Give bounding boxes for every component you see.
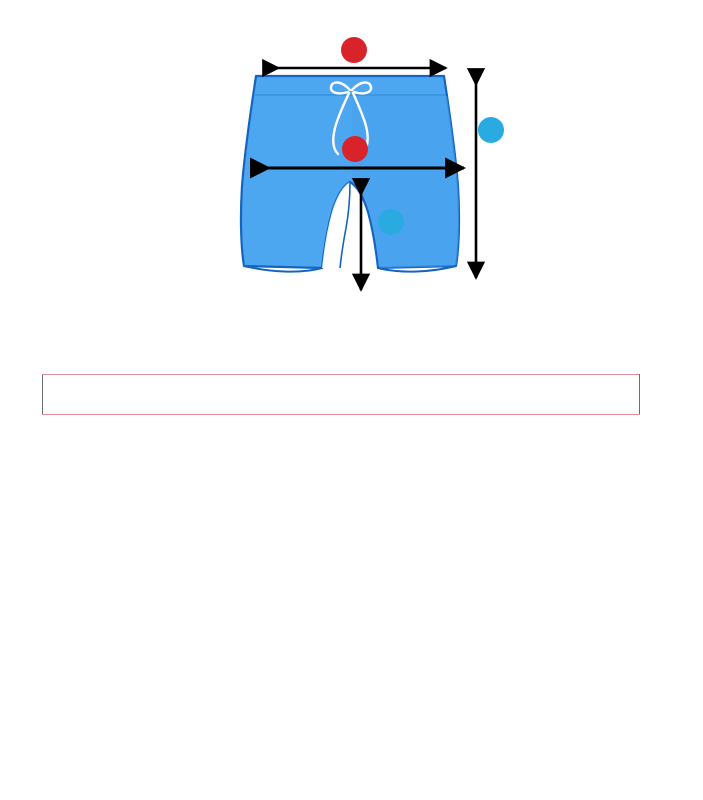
table-title-row — [42, 337, 642, 371]
size-chart-body — [43, 375, 640, 415]
shorts-right-leg-shade — [352, 96, 459, 268]
diagram-marker-b — [342, 136, 368, 162]
diagram-marker-d — [378, 209, 404, 235]
diagram-marker-c — [478, 117, 504, 143]
diagram-marker-a — [341, 37, 367, 63]
shorts-diagram — [0, 0, 703, 320]
table-header-row — [43, 375, 640, 415]
size-chart-table — [42, 374, 640, 415]
shorts-body-group — [241, 76, 459, 272]
table-corner-cell — [43, 375, 640, 415]
